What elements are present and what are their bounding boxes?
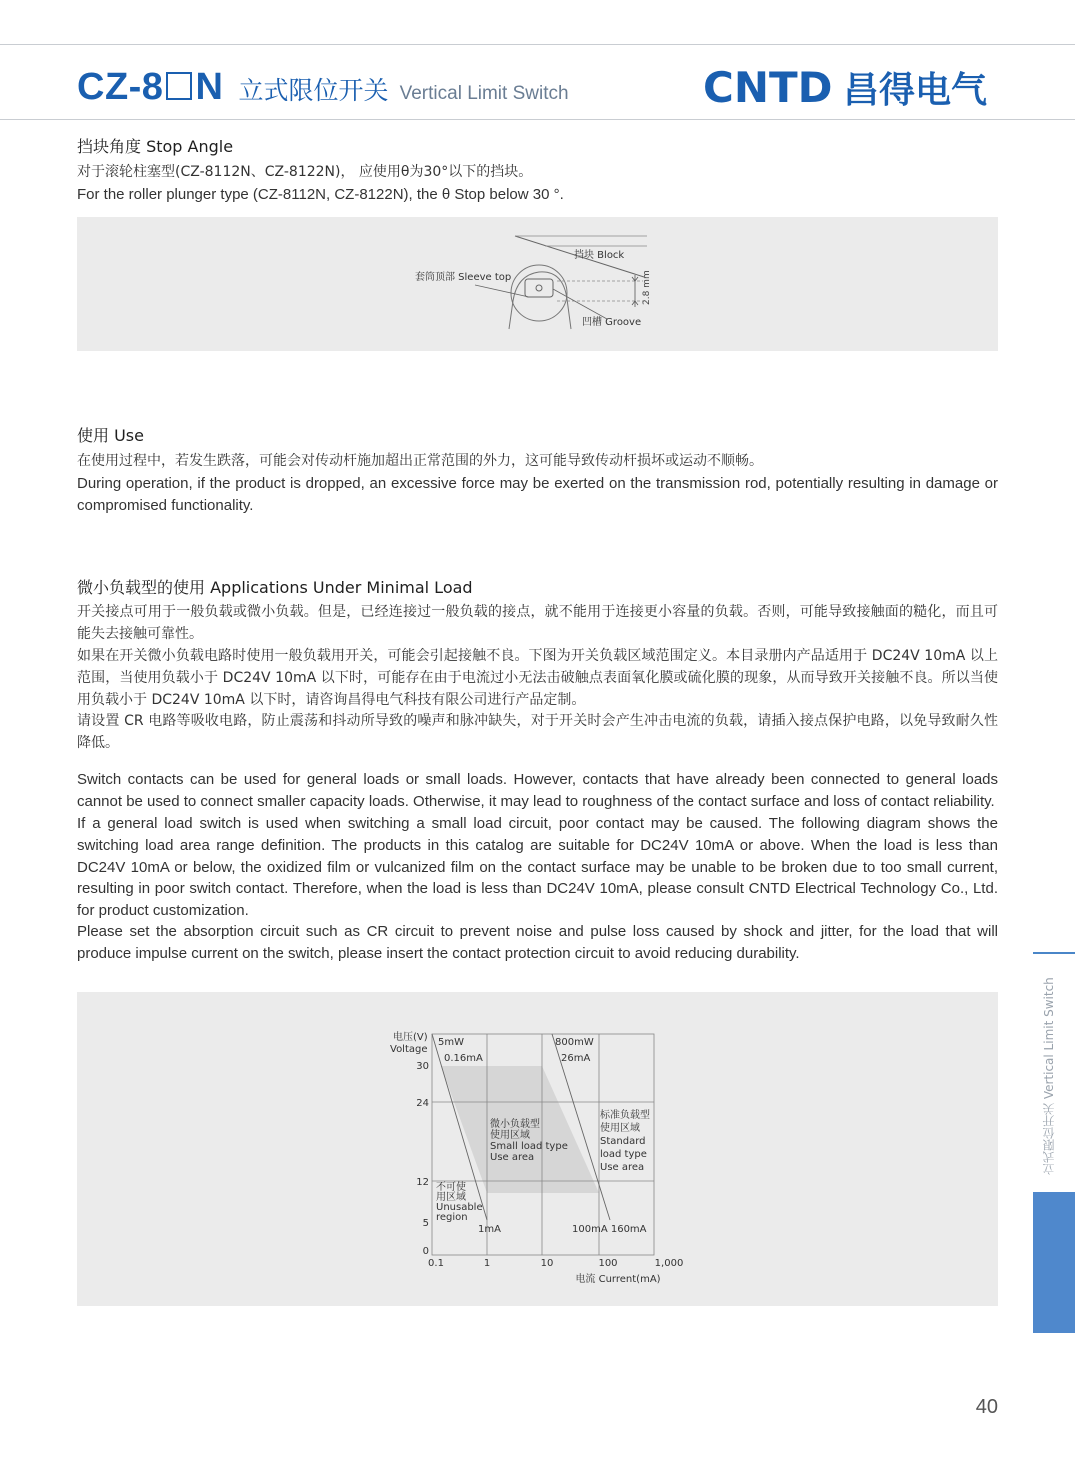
x-tick-100: 100	[598, 1258, 618, 1269]
small-area-label-3: Small load type	[490, 1141, 568, 1152]
x-tick-0.1: 0.1	[428, 1258, 444, 1269]
standard-area-label-3: Standard	[600, 1136, 646, 1147]
y-tick-0: 0	[422, 1246, 429, 1257]
minimal-load-para-cn-2: 如果在开关微小负载电路时使用一般负载用开关，可能会引起接触不良。下图为开关负载区域范围定义。本目录册内产品适用于 DC24V 10mA 以上范围，当使用负载小于 DC24V 10mA 以下时，可能存在由于电流过小无法击破触点表面氧化膜或硫化膜的现象，从而导致开关接触不良。所以当使用负载小于 DC24V 10mA 以下时，请咨询昌得电气科技有限公司进行产品定制。	[77, 648, 998, 708]
header-title	[77, 66, 569, 110]
minimal-load-para-en-3: Please set the absorption circuit such as CR circuit to prevent noise and pulse loss caused by shock and jitter, for the load that will produce impulse current on the switch, please insert the contact protection circuit to avoid reducing durability.	[77, 923, 998, 962]
sidebar-label: 立式限位开关 Vertical Limit Switch	[1042, 977, 1056, 1175]
minimal-load-para-en-2: If a general load switch is used when switching a small load circuit, poor contact may be caused. The following diagram shows the switching load area range definition. The products in this catalog are suitable for DC24V 10mA or above. When the load is less than DC24V 10mA or below, the oxidized film or vulcanized film on the contact surface may be unable to be broken due to too small current, resulting in poor switch contact. Therefore, when the load is less than DC24V 10mA, please consult CNTD Electrical Technology Co., Ltd. for product customization.	[77, 815, 998, 920]
y-tick-5: 5	[422, 1218, 429, 1229]
block-label: 挡块 Block	[574, 250, 625, 261]
sidebar-accent-line	[1033, 952, 1075, 954]
y-tick-12: 12	[416, 1177, 429, 1188]
page-number: 40	[975, 1396, 998, 1418]
brand-logo	[703, 64, 1003, 110]
stop-angle-text-cn: 对于滚轮柱塞型(CZ-8112N、CZ-8122N)， 应使用θ为30°以下的挡块。	[77, 164, 533, 180]
top-rule	[0, 44, 1075, 45]
plunger-rect	[525, 279, 553, 297]
title-cn: 立式限位开关	[238, 76, 389, 105]
y-axis-label-en: Voltage	[390, 1044, 428, 1055]
minimal-load-para-en-1: Switch contacts can be used for general loads or small loads. However, contacts that have already been connected to general loads cannot be used to connect smaller capacity loads. Otherwise, it may lead to roughness of the contact surface and loss of contact reliability.	[77, 771, 998, 810]
brand-logo-text: CNTD	[703, 64, 833, 110]
y-axis-label-cn: 电压(V)	[393, 1032, 428, 1043]
unusable-label-3: Unusable	[436, 1202, 483, 1213]
plunger-pin	[536, 285, 542, 291]
model-suffix: N	[195, 66, 224, 108]
small-area-label-1: 微小负载型	[490, 1119, 540, 1130]
annot-1ma: 1mA	[478, 1224, 501, 1235]
annot-26ma: 26mA	[561, 1053, 591, 1064]
brand-logo-text-cn: 昌得电气	[843, 70, 988, 110]
y-tick-30: 30	[416, 1061, 429, 1072]
model-code: CZ-8	[77, 66, 164, 108]
sleeve-outline	[509, 272, 571, 329]
stop-angle-panel	[77, 217, 998, 351]
minimal-load-heading: 微小负载型的使用 Applications Under Minimal Load	[77, 578, 473, 597]
use-text-cn: 在使用过程中，若发生跌落，可能会对传动杆施加超出正常范围的外力，这可能导致传动杆损坏或运动不顺畅。	[77, 453, 763, 469]
annot-5mw: 5mW	[438, 1037, 464, 1048]
minimal-load-para-cn-3: 请设置 CR 电路等吸收电路，防止震荡和抖动所导致的噪声和脉冲缺失，对于开关时会产生冲击电流的负载，请插入接点保护电路，以免导致耐久性降低。	[77, 713, 998, 751]
standard-area-label-2: 使用区域	[600, 1123, 640, 1134]
groove-label: 凹槽 Groove	[582, 317, 642, 328]
stop-angle-diagram	[77, 217, 998, 351]
load-chart	[77, 992, 998, 1306]
x-tick-1000: 1,000	[654, 1258, 684, 1269]
small-area-label-2: 使用区域	[490, 1130, 530, 1141]
load-chart-panel	[77, 992, 998, 1306]
use-heading: 使用 Use	[77, 426, 144, 445]
model-placeholder-box	[166, 72, 192, 100]
roller-circle	[511, 265, 567, 321]
y-tick-24: 24	[416, 1098, 429, 1109]
x-tick-1: 1	[483, 1258, 491, 1269]
groove-leader	[553, 289, 607, 319]
sidebar-accent-block	[1033, 1192, 1075, 1333]
stop-angle-heading: 挡块角度 Stop Angle	[77, 137, 234, 156]
x-tick-10: 10	[540, 1258, 554, 1269]
annot-016ma: 0.16mA	[444, 1053, 483, 1064]
x-axis-label: 电流 Current(mA)	[575, 1274, 661, 1285]
stop-angle-text-en: For the roller plunger type (CZ-8112N, CZ-8122N), the θ Stop below 30 °.	[77, 186, 564, 203]
standard-area-label-4: load type	[600, 1149, 647, 1160]
standard-area-label-1: 标准负载型	[600, 1110, 650, 1121]
unusable-label-2: 用区域	[436, 1192, 466, 1203]
sleeve-top-label: 套筒顶部 Sleeve top	[415, 272, 512, 283]
dimension-label: 2.8 mm	[642, 270, 652, 305]
small-area-label-4: Use area	[490, 1152, 535, 1163]
minimal-load-para-cn-1: 开关接点可用于一般负载或微小负载。但是，已经连接过一般负载的接点，就不能用于连接更小容量的负载。否则，可能导致接触面的糙化，而且可能失去接触可靠性。	[77, 604, 998, 642]
use-text-en: During operation, if the product is dropped, an excessive force may be exerted on the transmission rod, potentially resulting in damage or compromised functionality.	[77, 475, 998, 514]
standard-area-label-5: Use area	[600, 1162, 645, 1173]
header-rule	[0, 119, 1075, 120]
sleeve-leader	[475, 285, 529, 297]
annot-100-160ma: 100mA 160mA	[572, 1224, 647, 1235]
unusable-label-1: 不可使	[436, 1182, 466, 1193]
unusable-label-4: region	[436, 1212, 468, 1223]
annot-800mw: 800mW	[555, 1037, 594, 1048]
title-en: Vertical Limit Switch	[399, 83, 569, 104]
